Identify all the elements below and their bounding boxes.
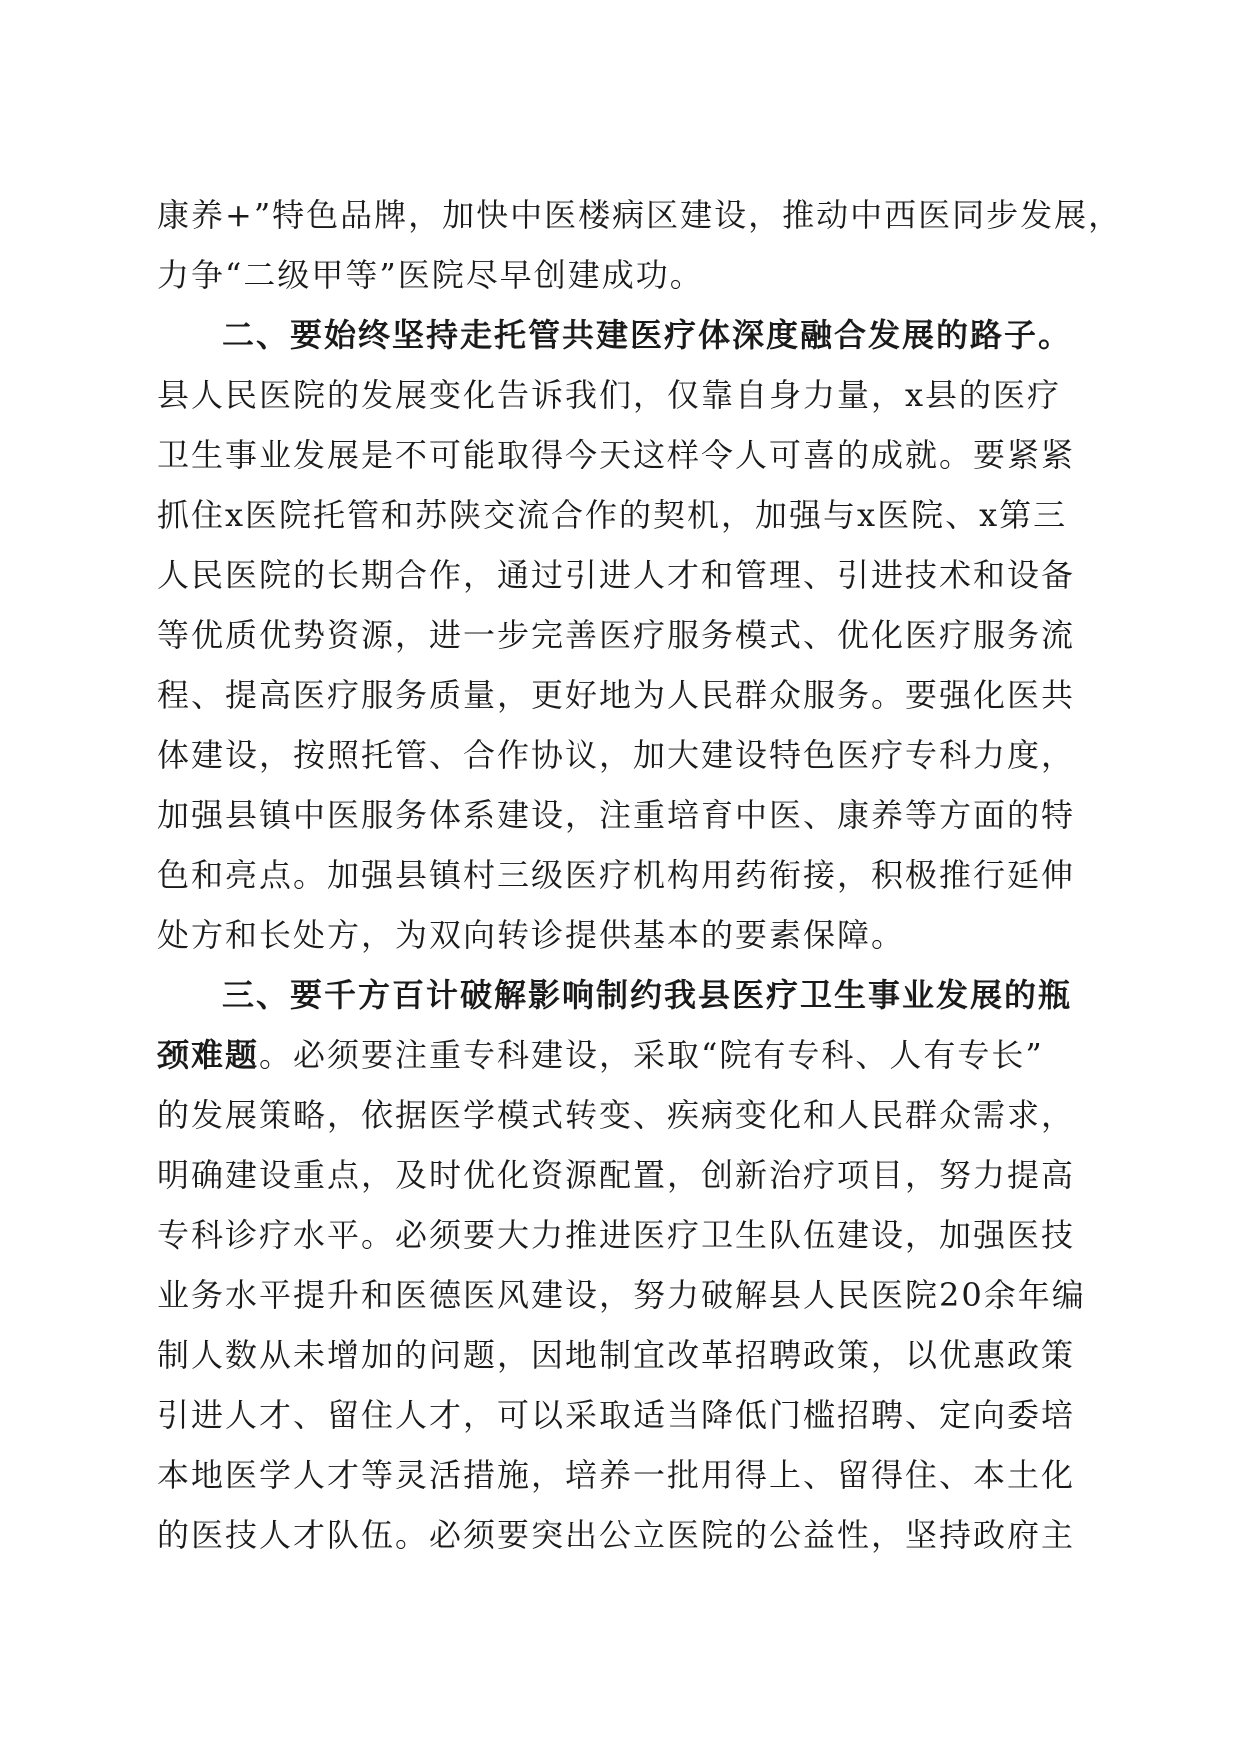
text-span: 。必须要注重专科建设，采取“院有专科、人有专长” bbox=[259, 1036, 1044, 1074]
text-line: 康养+”特色品牌，加快中医楼病区建设，推动中西医同步发展， bbox=[157, 196, 1123, 234]
text-line: 加强县镇中医服务体系建设，注重培育中医、康养等方面的特 bbox=[157, 796, 1076, 834]
text-line: 程、提高医疗服务质量，更好地为人民群众服务。要强化医共 bbox=[157, 676, 1076, 714]
text-line: 力争“二级甲等”医院尽早创建成功。 bbox=[157, 256, 704, 294]
text-line: 人民医院的长期合作，通过引进人才和管理、引进技术和设备 bbox=[157, 556, 1076, 594]
text-line: 引进人才、留住人才，可以采取适当降低门槛招聘、定向委培 bbox=[157, 1396, 1076, 1434]
text-line: 县人民医院的发展变化告诉我们，仅靠自身力量，x县的医疗 bbox=[157, 376, 1062, 414]
text-line: 本地医学人才等灵活措施，培养一批用得上、留得住、本土化 bbox=[157, 1456, 1076, 1494]
section-heading-3: 三、要千方百计破解影响制约我县医疗卫生事业发展的瓶 bbox=[222, 976, 1073, 1014]
text-line: 制人数从未增加的问题，因地制宜改革招聘政策，以优惠政策 bbox=[157, 1336, 1076, 1374]
text-line: 的医技人才队伍。必须要突出公立医院的公益性，坚持政府主 bbox=[157, 1516, 1076, 1554]
text-line: 处方和长处方，为双向转诊提供基本的要素保障。 bbox=[157, 916, 906, 954]
text-line: 专科诊疗水平。必须要大力推进医疗卫生队伍建设，加强医技 bbox=[157, 1216, 1076, 1254]
text-line bbox=[157, 1025, 1044, 1085]
section-heading-2: 二、要始终坚持走托管共建医疗体深度融合发展的路子。 bbox=[222, 316, 1073, 354]
section-heading-3-end: 颈难题 bbox=[157, 1036, 260, 1074]
text-line: 卫生事业发展是不可能取得今天这样令人可喜的成就。要紧紧 bbox=[157, 436, 1076, 474]
text-line: 的发展策略，依据医学模式转变、疾病变化和人民群众需求， bbox=[157, 1096, 1076, 1134]
text-line: 等优质优势资源，进一步完善医疗服务模式、优化医疗服务流 bbox=[157, 616, 1076, 654]
text-line: 明确建设重点，及时优化资源配置，创新治疗项目，努力提高 bbox=[157, 1156, 1076, 1194]
text-line: 体建设，按照托管、合作协议，加大建设特色医疗专科力度， bbox=[157, 736, 1076, 774]
text-line: 色和亮点。加强县镇村三级医疗机构用药衔接，积极推行延伸 bbox=[157, 856, 1076, 894]
text-line: 抓住x医院托管和苏陕交流合作的契机，加强与x医院、x第三 bbox=[157, 496, 1068, 534]
text-line: 业务水平提升和医德医风建设，努力破解县人民医院20余年编 bbox=[157, 1276, 1086, 1314]
